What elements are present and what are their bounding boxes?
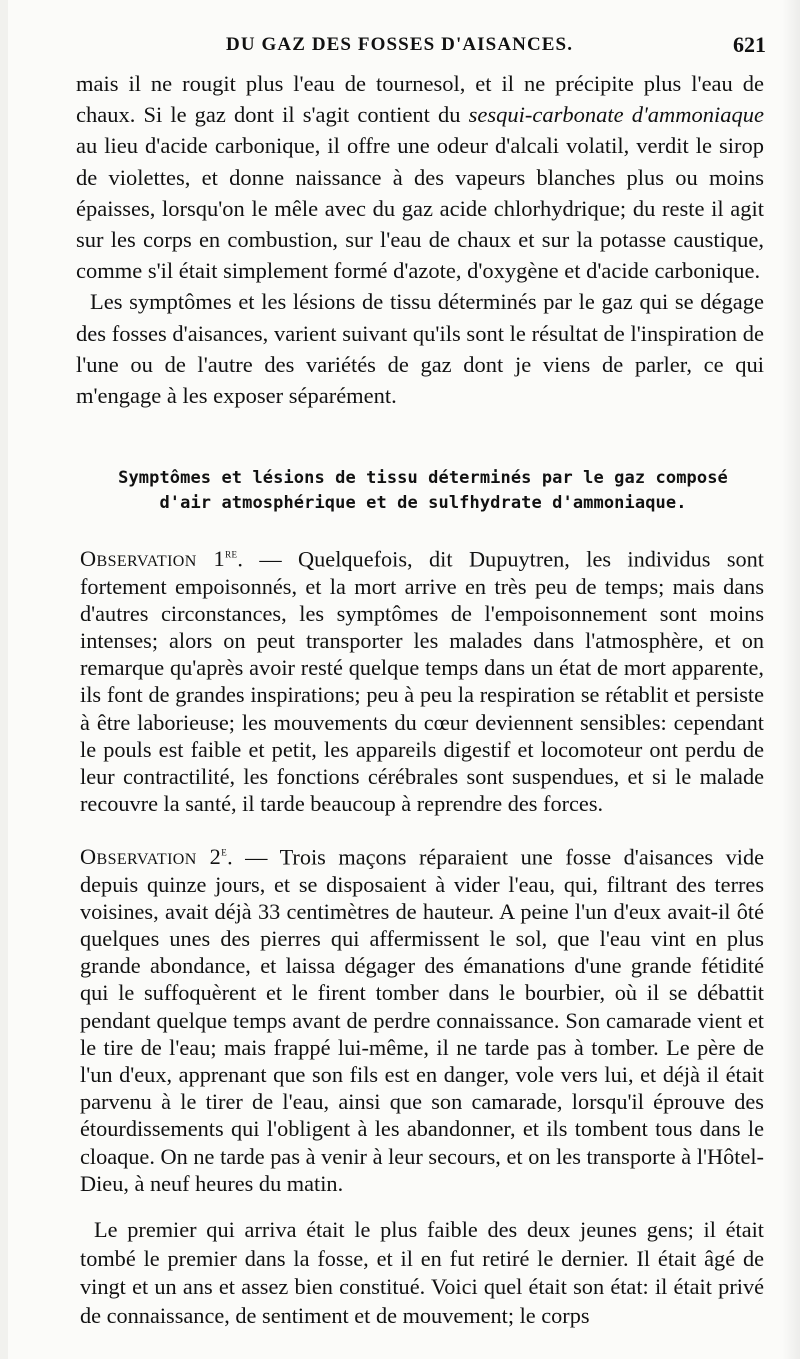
observation-1-label bbox=[80, 546, 237, 571]
observation-1 bbox=[80, 540, 764, 817]
chemical-term: sesqui-carbonate d'ammoniaque bbox=[468, 102, 764, 128]
section-heading: Symptômes et lésions de tissu déterminés par le gaz composé d'air atmosphérique et de sulfhydrate d'ammoniaque. bbox=[118, 468, 728, 513]
paragraph-intro-2: Les symptômes et les lésions de tissu déterminés par le gaz qui se dégage des fosses d'aisances, varient suivant qu'ils sont le résultat de l'inspiration de l'une ou de l'autre des variétés de gaz dont je viens de parler, ce qui m'engage à les exposer séparément. bbox=[76, 289, 764, 409]
observation-1-text: . — Quelquefois, dit Dupuytren, les individus sont fortement empoisonnés, et la mort arrive en très peu de temps; mais dans d'autres circonstances, les symptômes de l'empoisonnement sont moins intenses; alors on peut transporter les malades dans l'atmosphère, et on remarque qu'après avoir resté quelque temps dans un état de mort apparente, ils font de grandes inspirations; peu à peu la respiration se rétablit et persiste à être laborieuse; les mouvements du cœur deviennent sensibles: cependant le pouls est faible et petit, les appareils digestif et locomoteur ont perdu de leur contractilité, les fonctions cérébrales sont suspendues, et si le malade recouvre la santé, il tarde beaucoup à reprendre des forces. bbox=[80, 546, 765, 817]
paragraph-intro-1-start: mais il ne rougit plus l'eau de tournesol, et il ne précipite plus l'eau de chaux. Si le gaz dont il s'agit contient du bbox=[76, 71, 764, 128]
page-number: 621 bbox=[733, 32, 766, 57]
running-title: DU GAZ DES FOSSES D'AISANCES. bbox=[226, 34, 574, 55]
observation-2 bbox=[80, 838, 764, 1197]
paragraph-intro-1-end: au lieu d'acide carbonique, il offre une odeur d'alcali volatil, verdit le sirop de violettes, et donne naissance à des vapeurs blanches plus ou moins épaisses, lorsqu'on le mêle avec du gaz acide chlorhydrique; du reste il agit sur les corps en combustion, sur l'eau de chaux et sur la potasse caustique, comme s'il était simplement formé d'azote, d'oxygène et d'acide carbonique. bbox=[76, 133, 764, 284]
observation-2-label bbox=[80, 844, 227, 869]
paragraph-intro-1 bbox=[76, 68, 764, 286]
observation-2-text: . — Trois maçons réparaient une fosse d'aisances vide depuis quinze jours, et se disposaient à vider l'eau, qui, filtrant des terres voisines, avait déjà 33 centimètres de hauteur. A peine l'un d'eux avait-il ôté quelques unes des pierres qui affermissent le sol, que l'eau vint en plus grande abondance, et laissa dégager des émanations d'une grande fétidité qui le suffoquèrent et le firent tomber dans le bourbier, où il se débattit pendant quelque temps avant de perdre connaissance. Son camarade vient et le tire de l'eau; mais frappé lui-même, il ne tarde pas à tomber. Le père de l'un d'eux, apprenant que son fils est en danger, vole vers lui, et déjà il était parvenu à le tirer de l'eau, ainsi que son camarade, lorsqu'il éprouve des étourdissements qui l'obligent à les abandonner, et ils tombent tous dans le cloaque. On ne tarde pas à venir à leur secours, et on les transporte à l'Hôtel-Dieu, à neuf heures du matin. bbox=[80, 844, 764, 1196]
observation-2-ordinal: e bbox=[221, 844, 228, 859]
intro-text bbox=[76, 68, 764, 411]
observation-1-ordinal: re bbox=[225, 546, 238, 561]
paragraph-final: Le premier qui arriva était le plus faible des deux jeunes gens; il était tombé le premier dans la fosse, et il en fut retiré le dernier. Il était âgé de vingt et un ans et assez bien constitué. Voici quel était son état: il était privé de connaissance, de sentiment et de mouvement; le corps bbox=[80, 1217, 764, 1328]
page-header bbox=[86, 34, 766, 62]
observation-2-label-text: Observation 2 bbox=[80, 844, 222, 870]
observation-1-label-text: Observation 1 bbox=[80, 546, 226, 572]
scan-edge-shadow bbox=[782, 0, 800, 1359]
